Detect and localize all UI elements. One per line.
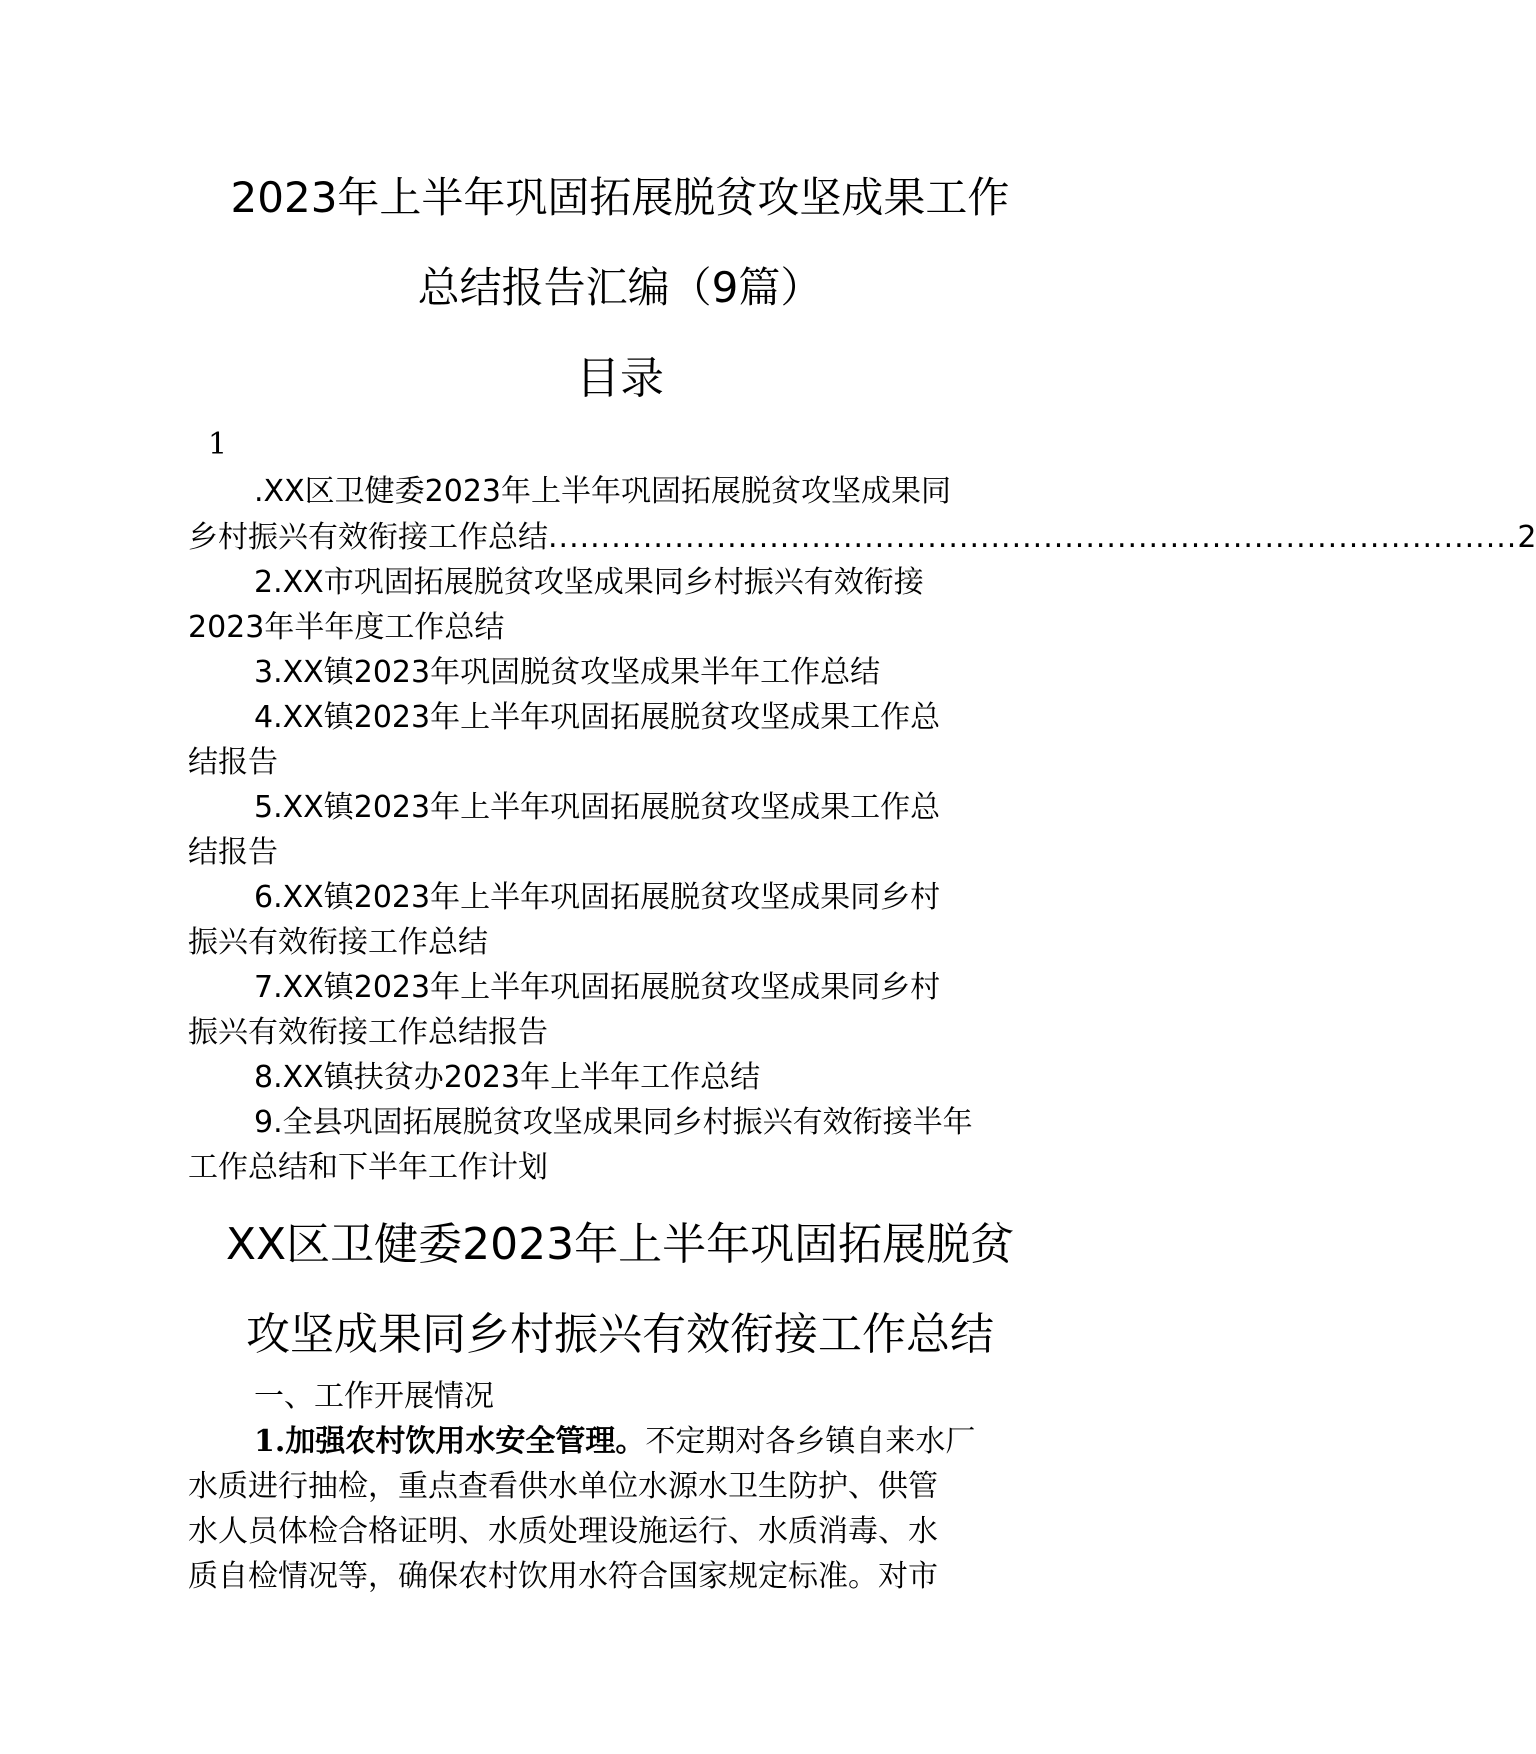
toc-item-5-line-1[interactable]: 5.XX镇2023年上半年巩固拓展脱贫攻坚成果工作总 — [254, 790, 941, 825]
toc-item-6-line-2[interactable]: 振兴有效衔接工作总结 — [188, 925, 488, 960]
document-title-line-2: 总结报告汇编（9篇） — [417, 263, 823, 312]
toc-item-2-line-1[interactable]: 2.XX市巩固拓展脱贫攻坚成果同乡村振兴有效衔接 — [254, 565, 924, 600]
toc-item-7-line-1[interactable]: 7.XX镇2023年上半年巩固拓展脱贫攻坚成果同乡村 — [254, 970, 941, 1005]
toc-item-6-line-1[interactable]: 6.XX镇2023年上半年巩固拓展脱贫攻坚成果同乡村 — [254, 880, 941, 915]
toc-item-3-line-1[interactable]: 3.XX镇2023年巩固脱贫攻坚成果半年工作总结 — [254, 655, 881, 690]
toc-item-1-number: 1 — [208, 427, 228, 462]
toc-leader-dots: ............................................................................................ — [548, 520, 1518, 555]
toc-item-1-line-1[interactable]: .XX区卫健委2023年上半年巩固拓展脱贫攻坚成果同 — [254, 474, 951, 509]
paragraph-line-1-rest: 不定期对各乡镇自来水厂 — [645, 1424, 976, 1459]
paragraph-line-2: 水质进行抽检，重点查看供水单位水源水卫生防护、供管 — [188, 1469, 938, 1504]
toc-item-9-line-1[interactable]: 9.全县巩固拓展脱贫攻坚成果同乡村振兴有效衔接半年 — [254, 1105, 973, 1140]
toc-item-1-page-number: 2 — [1517, 520, 1536, 555]
toc-item-4-line-1[interactable]: 4.XX镇2023年上半年巩固拓展脱贫攻坚成果工作总 — [254, 700, 941, 735]
paragraph-bold-lead: 1.加强农村饮用水安全管理。 — [254, 1424, 646, 1459]
document-title-line-1: 2023年上半年巩固拓展脱贫攻坚成果工作 — [230, 173, 1010, 222]
paragraph-line-3: 水人员体检合格证明、水质处理设施运行、水质消毒、水 — [188, 1514, 938, 1549]
paragraph-line-1 — [254, 1422, 975, 1462]
subheading-work-progress: 一、工作开展情况 — [254, 1379, 494, 1414]
section-title-line-1: XX区卫健委2023年上半年巩固拓展脱贫 — [225, 1219, 1015, 1270]
toc-item-4-line-2[interactable]: 结报告 — [188, 745, 278, 780]
toc-item-1-line-2: 乡村振兴有效衔接工作总结 — [188, 520, 548, 555]
toc-item-1-line-2-row[interactable] — [188, 518, 1536, 558]
section-title-line-2: 攻坚成果同乡村振兴有效衔接工作总结 — [246, 1309, 994, 1360]
toc-item-5-line-2[interactable]: 结报告 — [188, 835, 278, 870]
toc-item-7-line-2[interactable]: 振兴有效衔接工作总结报告 — [188, 1015, 548, 1050]
paragraph-line-4: 质自检情况等，确保农村饮用水符合国家规定标准。对市 — [188, 1559, 938, 1594]
toc-heading: 目录 — [576, 353, 664, 404]
toc-item-8-line-1[interactable]: 8.XX镇扶贫办2023年上半年工作总结 — [254, 1060, 761, 1095]
toc-item-9-line-2[interactable]: 工作总结和下半年工作计划 — [188, 1150, 548, 1185]
toc-item-2-line-2[interactable]: 2023年半年度工作总结 — [188, 610, 505, 645]
